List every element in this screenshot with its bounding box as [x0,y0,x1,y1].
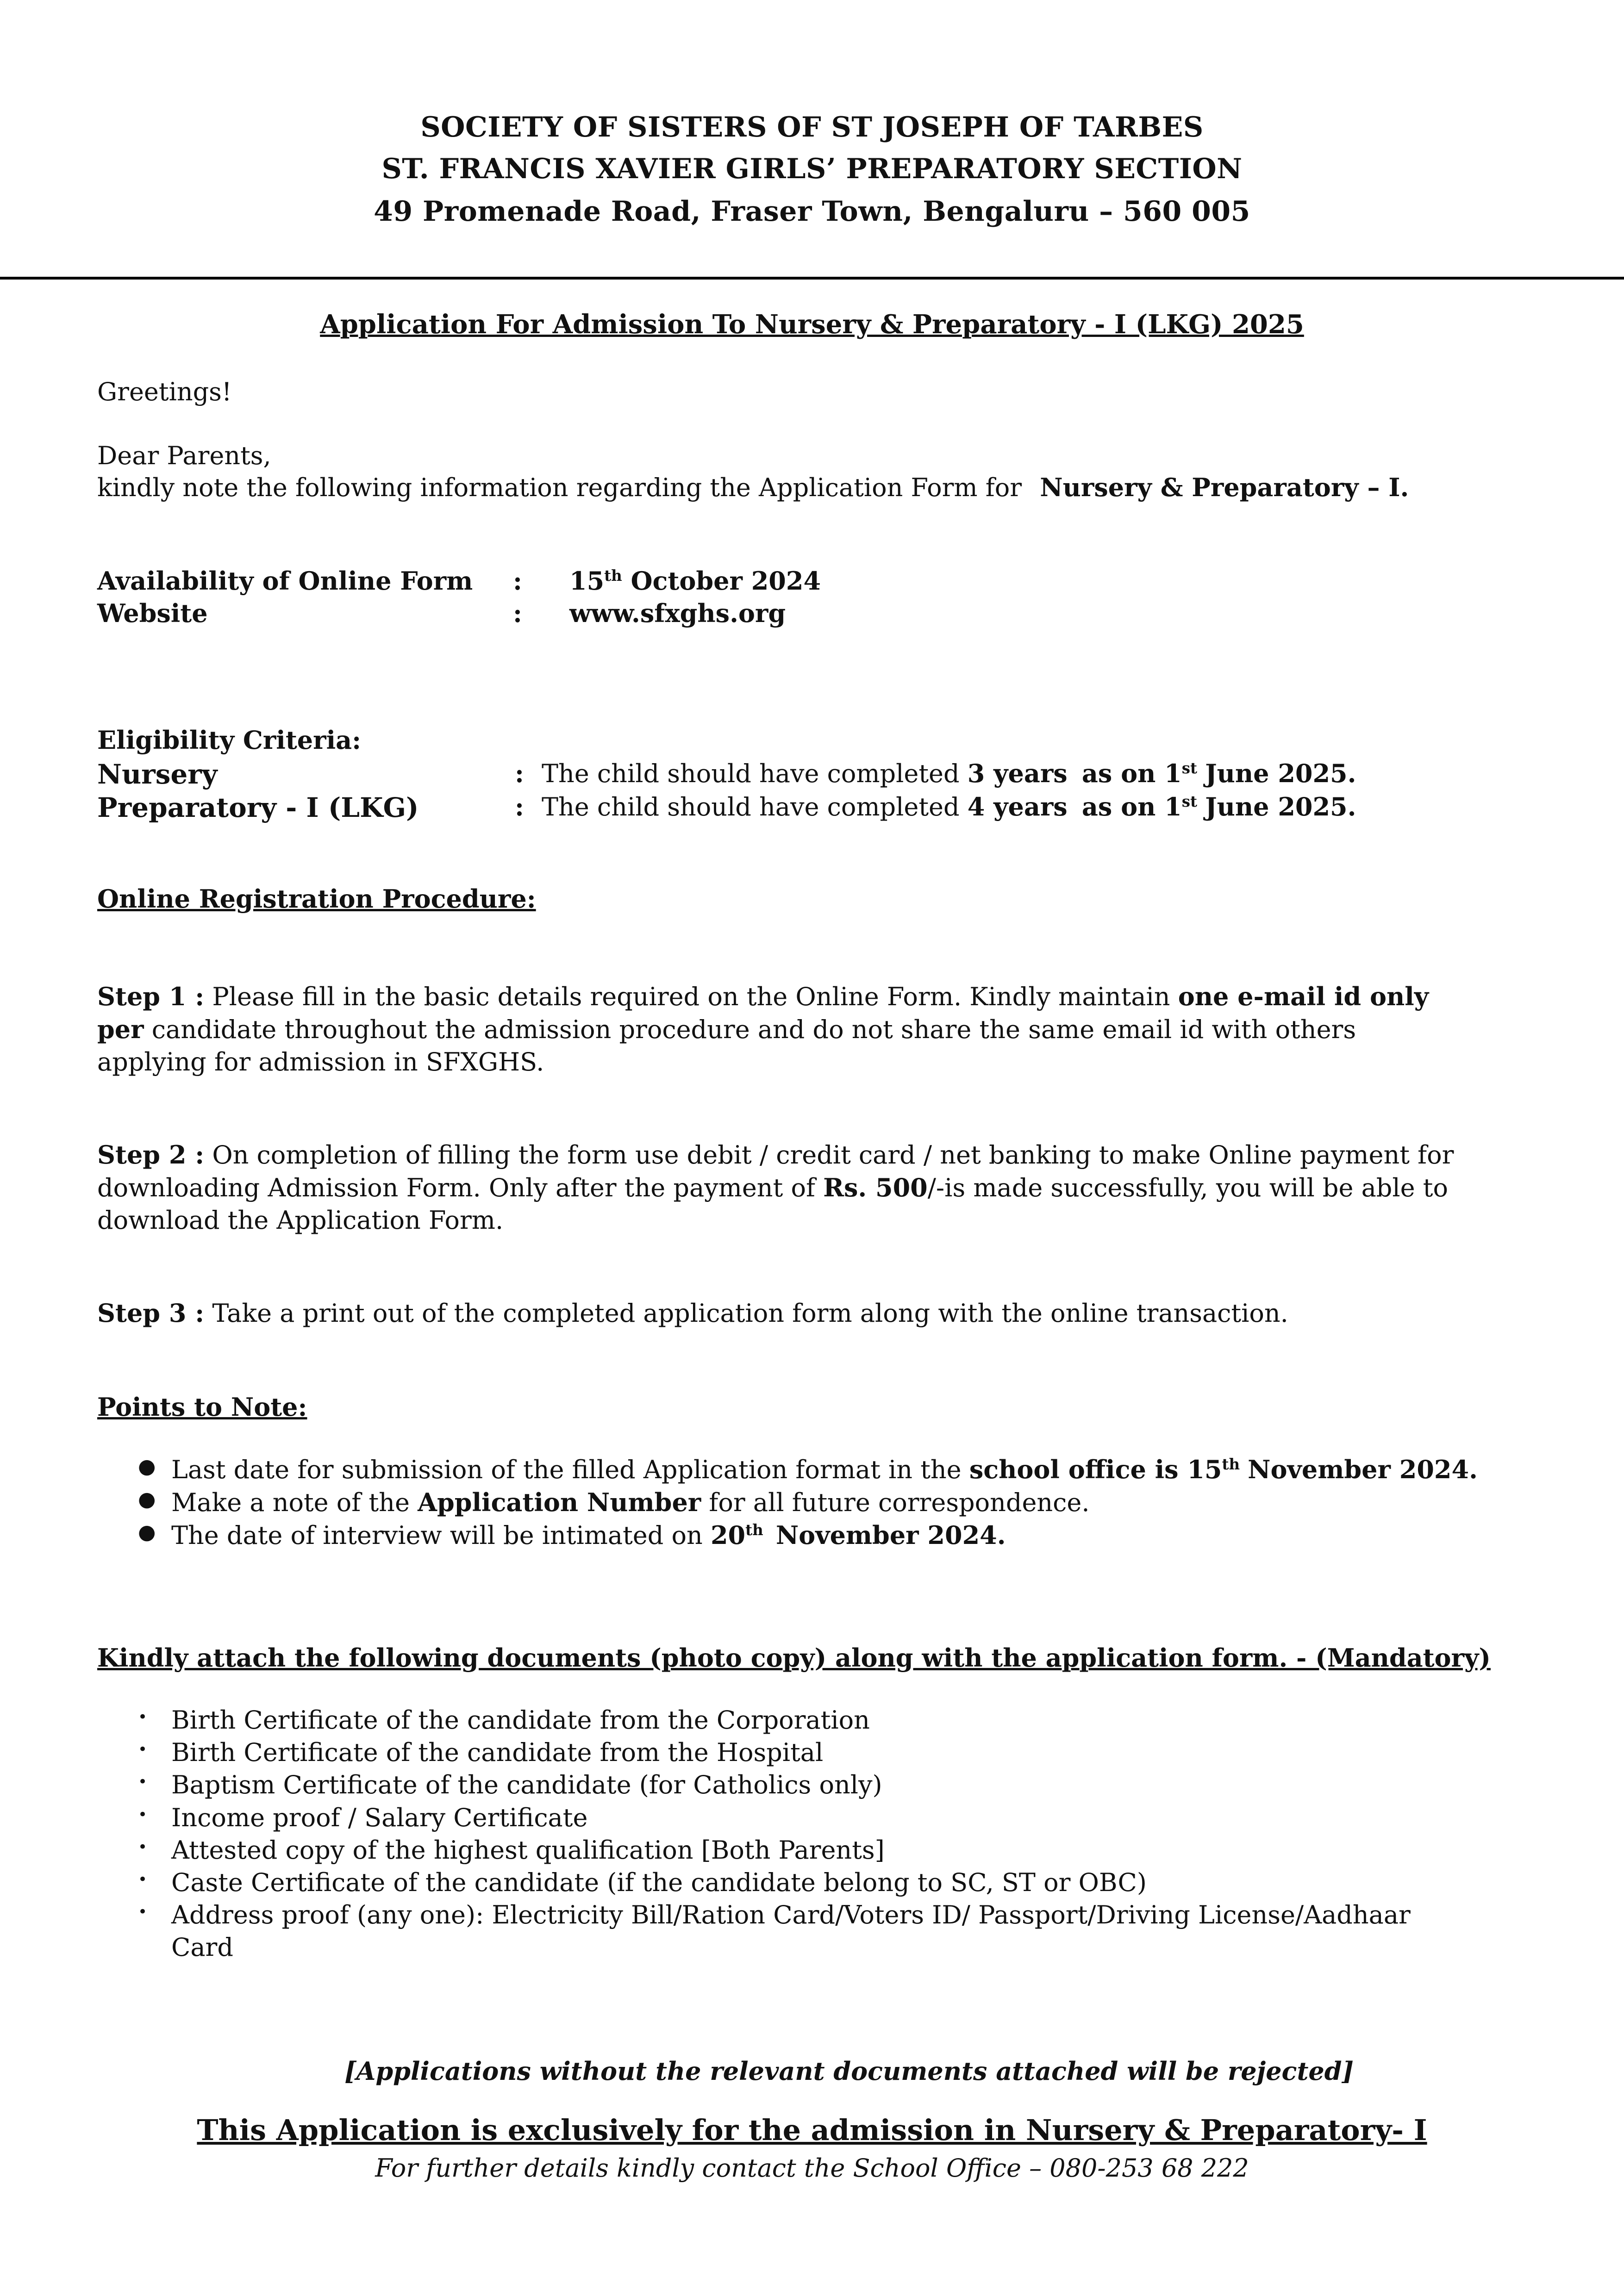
header-divider [0,277,1624,280]
document-item: Caste Certificate of the candidate (if the candidate belong to SC, ST or OBC) [171,1867,1147,1897]
intro-bold: Nursery & Preparatory – I. [1040,473,1409,502]
eligibility-label-nursery: Nursery [97,759,218,790]
greeting: Greetings! [97,377,232,406]
step-2-text-2b: /-is made successfully, you will be able to [927,1173,1448,1203]
school-address: 49 Promenade Road, Fraser Town, Bengaluru – 560 005 [374,195,1250,228]
eligibility-pre: The child should have completed [542,792,960,821]
page-title: Application For Admission To Nursery & Preparatory - I (LKG) 2025 [320,309,1304,340]
step-2-text: On completion of filling the form use debit / credit card / net banking to make Online payment for [212,1140,1454,1170]
list-item [97,1899,1579,1931]
website-colon: : [513,598,522,628]
point-3-text: The date of interview will be intimated on [171,1521,703,1550]
availability-label: Availability of Online Form [97,566,473,596]
exclusive-note: This Application is exclusively for the admission in Nursery & Preparatory- I [197,2113,1427,2147]
bullet-icon: ● [138,1520,156,1544]
step-3-text: Take a print out of the completed application form along with the online transaction. [212,1299,1288,1328]
salutation: Dear Parents, [97,441,271,470]
step-3 [97,1297,1288,1330]
step-2 [97,1139,1537,1237]
website-link[interactable]: www.sfxghs.org [569,598,786,628]
step-1-bold: one e-mail id only [1178,982,1429,1011]
list-item [97,1519,1579,1552]
step-1-text-2: candidate throughout the admission procedure and do not share the same email id with others [151,1015,1356,1045]
bullet-icon: • [138,1805,148,1824]
eligibility-years: 3 years [967,759,1068,788]
point-1-text: Last date for submission of the filled Application format in the [171,1455,962,1484]
point-2-text: Make a note of the [171,1488,410,1518]
step-3-label: Step 3 : [97,1298,205,1328]
step-2-text-3: download the Application Form. [97,1206,504,1235]
step-2-amount: Rs. 500 [823,1173,928,1203]
document-item-continuation: Card [171,1933,233,1962]
list-item [97,1736,1579,1769]
document-item: Address proof (any one): Electricity Bill/Ration Card/Voters ID/ Passport/Driving License/Aadhaar [171,1900,1411,1930]
contact-note: For further details kindly contact the School Office – 080-253 68 222 [375,2153,1249,2183]
availability-sup: th [604,567,622,585]
eligibility-date: June 2025. [1205,759,1356,788]
eligibility-label-lkg: Preparatory - I (LKG) [97,792,419,823]
eligibility-value-nursery [542,757,1356,790]
points-heading: Points to Note: [97,1392,307,1422]
eligibility-pre: The child should have completed [542,759,960,788]
step-1-label: Step 1 : [97,982,205,1011]
bullet-icon: • [138,1870,148,1889]
intro-paragraph [97,471,1409,504]
list-item [97,1486,1579,1519]
availability-month: October 2024 [631,566,821,596]
website-label: Website [97,598,208,628]
document-item: Income proof / Salary Certificate [171,1803,588,1832]
eligibility-colon-lkg: : [515,792,524,821]
document-item: Birth Certificate of the candidate from the Hospital [171,1738,824,1767]
step-1-text: Please fill in the basic details required on the Online Form. Kindly maintain [212,982,1170,1011]
list-item [97,1802,1579,1834]
bullet-icon: ● [138,1487,156,1512]
bullet-icon: • [138,1708,148,1726]
points-list [97,1453,1579,1552]
documents-list [97,1704,1579,1964]
bullet-icon: • [138,1903,148,1922]
eligibility-as-on: as on 1 [1081,759,1182,788]
point-1-date: November 2024. [1248,1455,1478,1484]
bullet-icon: ● [138,1455,156,1478]
list-item [97,1769,1579,1801]
eligibility-date: June 2025. [1205,792,1356,821]
org-name: SOCIETY OF SISTERS OF ST JOSEPH OF TARBES [420,111,1204,143]
school-name: ST. FRANCIS XAVIER GIRLS’ PREPARATORY SECTION [381,153,1243,185]
list-item [97,1834,1579,1867]
list-item [97,1453,1579,1486]
intro-text: kindly note the following information regarding the Application Form for [97,473,1022,502]
rejection-warning: [Applications without the relevant documents attached will be rejected] [344,2056,1354,2086]
list-item [97,1867,1579,1899]
eligibility-colon-nursery: : [515,759,524,788]
eligibility-sup: st [1181,793,1197,810]
eligibility-as-on: as on 1 [1081,792,1182,821]
availability-day: 15 [569,566,605,596]
point-3-bold: 20 [710,1520,746,1550]
step-1-bold-per: per [97,1014,144,1045]
document-item: Birth Certificate of the candidate from the Corporation [171,1705,870,1735]
availability-value [569,565,821,597]
list-item [97,1704,1579,1736]
document-item: Attested copy of the highest qualification [Both Parents] [171,1835,885,1865]
point-3-sup: th [745,1521,763,1539]
step-2-label: Step 2 : [97,1140,205,1170]
step-1-text-3: applying for admission in SFXGHS. [97,1047,544,1077]
point-1-sup: th [1222,1456,1240,1473]
point-2-text-2: for all future correspondence. [709,1488,1090,1518]
bullet-icon: • [138,1773,148,1792]
procedure-heading: Online Registration Procedure: [97,884,536,914]
eligibility-heading: Eligibility Criteria: [97,725,362,755]
eligibility-years: 4 years [967,792,1068,821]
list-item-continuation [97,1931,1579,1964]
point-2-bold: Application Number [418,1487,701,1518]
eligibility-sup: st [1181,759,1197,777]
step-1 [97,980,1537,1079]
document-item: Baptism Certificate of the candidate (for Catholics only) [171,1770,882,1800]
step-2-text-2: downloading Admission Form. Only after the payment of [97,1173,815,1203]
point-3-date: November 2024. [775,1520,1006,1550]
documents-heading: Kindly attach the following documents (photo copy) along with the application form. - (Mandatory) [97,1643,1491,1673]
point-1-bold: school office is 15 [969,1455,1222,1484]
eligibility-value-lkg [542,790,1356,823]
availability-colon: : [513,566,522,596]
bullet-icon: • [138,1740,148,1759]
bullet-icon: • [138,1837,148,1856]
